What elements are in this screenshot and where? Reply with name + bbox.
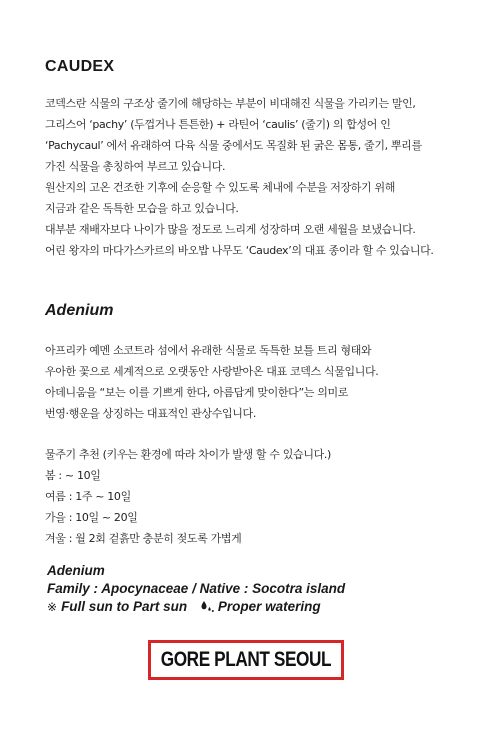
caudex-line: 코덱스란 식물의 구조상 줄기에 해당하는 부분이 비대해진 식물을 가리키는 말인, [45, 97, 416, 110]
adenium-line: 아데니움을 “보는 이를 기쁘게 한다, 아름답게 맞이한다”는 의미로 [45, 386, 349, 399]
brand-logo [148, 640, 344, 680]
watering-winter: 겨울 : 월 2회 겉흙만 충분히 젖도록 가볍게 [45, 532, 242, 545]
plant-info [47, 562, 467, 616]
plant-family-native [47, 580, 467, 598]
watering-summer: 여름 : 1주 ~ 10일 [45, 490, 131, 503]
watering-heading: 물주기 추천 (키우는 환경에 따라 차이가 발생 할 수 있습니다.) [45, 448, 331, 461]
watering-guide [45, 444, 485, 549]
caudex-line: 원산지의 고온 건조한 기후에 순응할 수 있도록 체내에 수분을 저장하기 위해 [45, 181, 396, 194]
watering-spring: 봄 : ~ 10일 [45, 469, 101, 482]
family-label: Family : Apocynaceae [47, 581, 189, 596]
plant-name: Adenium [47, 563, 105, 578]
caudex-line: ‘Pachycaul’ 에서 유래하여 다육 식물 중에서도 목질화 된 굵은 몸통, 줄기, 뿌리를 [45, 139, 422, 152]
caudex-title: CAUDEX [45, 58, 115, 75]
caudex-line: 가진 식물을 총칭하여 부르고 있습니다. [45, 160, 226, 173]
adenium-line: 우아한 꽃으로 세계적으로 오랫동안 사랑받아온 대표 코덱스 식물입니다. [45, 365, 379, 378]
caudex-line: 어린 왕자의 마다가스카르의 바오밥 나무도 ‘Caudex’의 대표 종이라 할 수 있습니다. [45, 244, 434, 257]
sun-requirement: Full sun to Part sun [61, 599, 188, 614]
watering-autumn: 가을 : 10일 ~ 20일 [45, 511, 138, 524]
adenium-line: 아프리카 예멘 소코트라 섬에서 유래한 식물로 독특한 보틀 트리 형태와 [45, 344, 372, 357]
adenium-title: Adenium [45, 302, 114, 319]
native-label: / Native : Socotra island [192, 581, 346, 596]
plant-care [47, 598, 467, 616]
caudex-line: 대부분 재배자보다 나이가 많을 정도로 느리게 성장하며 오랜 세월을 보냈습니다. [45, 223, 416, 236]
caudex-line: 그리스어 ‘pachy’ (두껍거나 튼튼한) + 라틴어 ‘caulis’ (줄기) 의 합성어 인 [45, 118, 391, 131]
sun-icon: ※ [47, 600, 58, 614]
caudex-line: 지금과 같은 독특한 모습을 하고 있습니다. [45, 202, 239, 215]
adenium-line: 번영·행운을 상징하는 대표적인 관상수입니다. [45, 407, 256, 420]
adenium-description [45, 340, 485, 424]
water-requirement: Proper watering [217, 599, 321, 614]
caudex-description [45, 93, 485, 261]
water-drop-icon [201, 599, 215, 613]
brand-logo-text: GORE PLANT SEOUL [160, 648, 332, 671]
